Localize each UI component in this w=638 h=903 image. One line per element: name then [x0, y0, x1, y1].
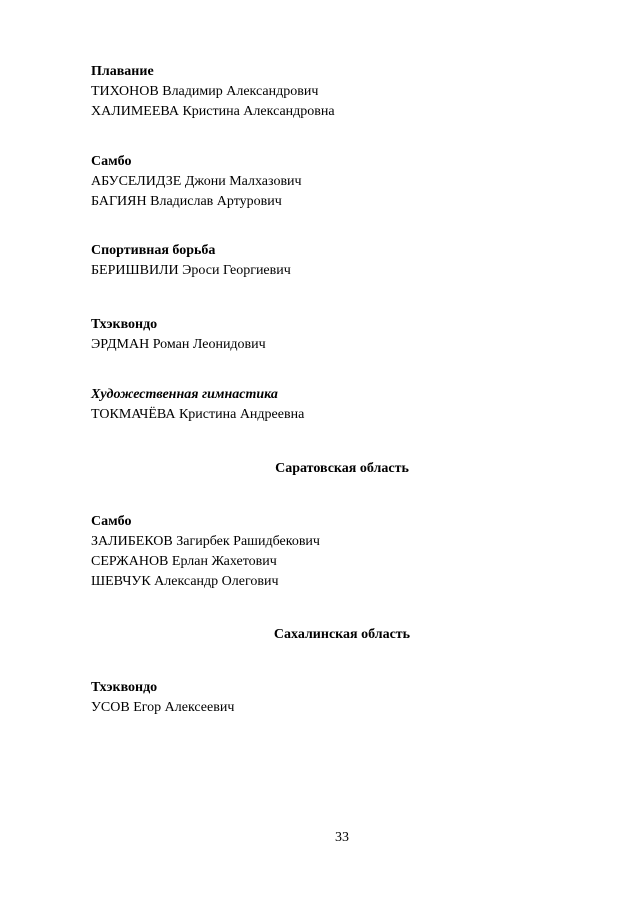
athlete-name: УСОВ Егор Алексеевич — [91, 700, 235, 715]
sport-heading-swimming: Плавание — [91, 64, 154, 79]
sport-heading-wrestling: Спортивная борьба — [91, 243, 216, 258]
sport-heading-taekwondo: Тхэквондо — [91, 317, 158, 332]
region-heading-sakhalin: Сахалинская область — [273, 627, 411, 642]
athlete-name: ЗАЛИБЕКОВ Загирбек Рашидбекович — [91, 534, 320, 549]
page-number: 33 — [335, 830, 349, 845]
athlete-name: БАГИЯН Владислав Артурович — [91, 194, 282, 209]
sport-heading-taekwondo: Тхэквондо — [91, 680, 158, 695]
athlete-name: ШЕВЧУК Александр Олегович — [91, 574, 279, 589]
athlete-name: АБУСЕЛИДЗЕ Джони Малхазович — [91, 174, 302, 189]
region-heading-saratov: Саратовская область — [275, 461, 409, 476]
athlete-name: ТИХОНОВ Владимир Александрович — [91, 84, 319, 99]
sport-heading-rhythmic-gymnastics: Художественная гимнастика — [91, 387, 278, 402]
athlete-name: СЕРЖАНОВ Ерлан Жахетович — [91, 554, 277, 569]
athlete-name: ХАЛИМЕЕВА Кристина Александровна — [91, 104, 335, 119]
sport-heading-sambo: Самбо — [91, 514, 132, 529]
athlete-name: ТОКМАЧЁВА Кристина Андреевна — [91, 407, 305, 422]
sport-heading-sambo: Самбо — [91, 154, 132, 169]
athlete-name: ЭРДМАН Роман Леонидович — [91, 337, 266, 352]
athlete-name: БЕРИШВИЛИ Эроси Георгиевич — [91, 263, 291, 278]
